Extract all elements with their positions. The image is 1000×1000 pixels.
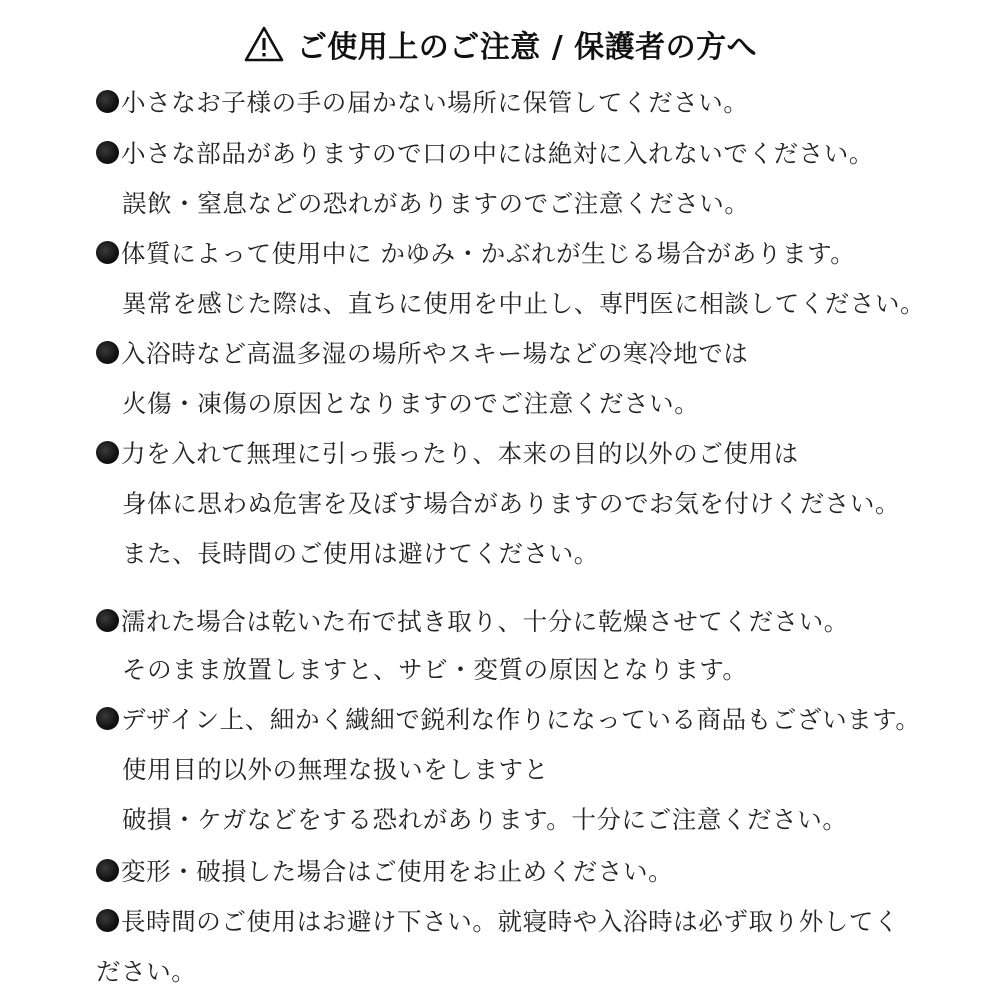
notice-item [96, 900, 899, 940]
notice-continuation: 身体に思わぬ危害を及ぼす場合がありますのでお気を付けください。 [122, 488, 901, 518]
notice-text: デザイン上、細かく繊細で鋭利な作りになっている商品もございます。 [121, 704, 921, 734]
bullet-icon [96, 90, 119, 113]
notice-text: 濡れた場合は乾いた布で拭き取り、十分に乾燥させてください。 [121, 606, 849, 636]
notice-item [96, 432, 799, 472]
notice-item [96, 332, 749, 372]
notice-item [96, 132, 874, 172]
bullet-icon [96, 241, 119, 264]
notice-text: 変形・破損した場合はご使用をお止めください。 [121, 856, 674, 886]
notice-text: 長時間のご使用はお避け下さい。就寝時や入浴時は必ず取り外してく [121, 906, 900, 936]
notice-continuation: 破損・ケガなどをする恐れがあります。十分にご注意ください。 [122, 804, 848, 834]
notice-continuation: 火傷・凍傷の原因となりますのでご注意ください。 [122, 388, 700, 418]
title-text: ご使用上のご注意 / 保護者の方へ [296, 30, 758, 65]
notice-continuation: 誤飲・窒息などの恐れがありますのでご注意ください。 [122, 188, 750, 218]
notice-item [96, 232, 855, 272]
notice-continuation: 異常を感じた際は、直ちに使用を中止し、専門医に相談してください。 [122, 288, 926, 318]
notice-item [96, 600, 849, 640]
bullet-icon [96, 141, 119, 164]
notice-text: 体質によって使用中に かゆみ・かぶれが生じる場合があります。 [121, 238, 856, 268]
bullet-icon [96, 441, 119, 464]
notice-item [96, 698, 921, 738]
notice-continuation: ださい。 [96, 956, 197, 986]
notice-continuation: そのまま放置しますと、サビ・変質の原因となります。 [122, 654, 748, 684]
notice-continuation: 使用目的以外の無理な扱いをしますと [122, 754, 549, 784]
notice-text: 小さな部品がありますので口の中には絶対に入れないでください。 [121, 138, 874, 168]
bullet-icon [96, 909, 119, 932]
notice-item [96, 850, 673, 890]
page-title [0, 22, 1000, 66]
bullet-icon [96, 859, 119, 882]
bullet-icon [96, 341, 119, 364]
bullet-icon [96, 707, 119, 730]
bullet-icon [96, 609, 119, 632]
notice-text: 小さなお子様の手の届かない場所に保管してください。 [121, 87, 749, 117]
notice-item [96, 81, 749, 121]
notice-continuation: また、長時間のご使用は避けてください。 [122, 538, 599, 568]
notice-text: 入浴時など高温多湿の場所やスキー場などの寒冷地では [121, 338, 749, 368]
notice-text: 力を入れて無理に引っ張ったり、本来の目的以外のご使用は [121, 438, 799, 468]
warning-triangle-icon [243, 25, 285, 63]
